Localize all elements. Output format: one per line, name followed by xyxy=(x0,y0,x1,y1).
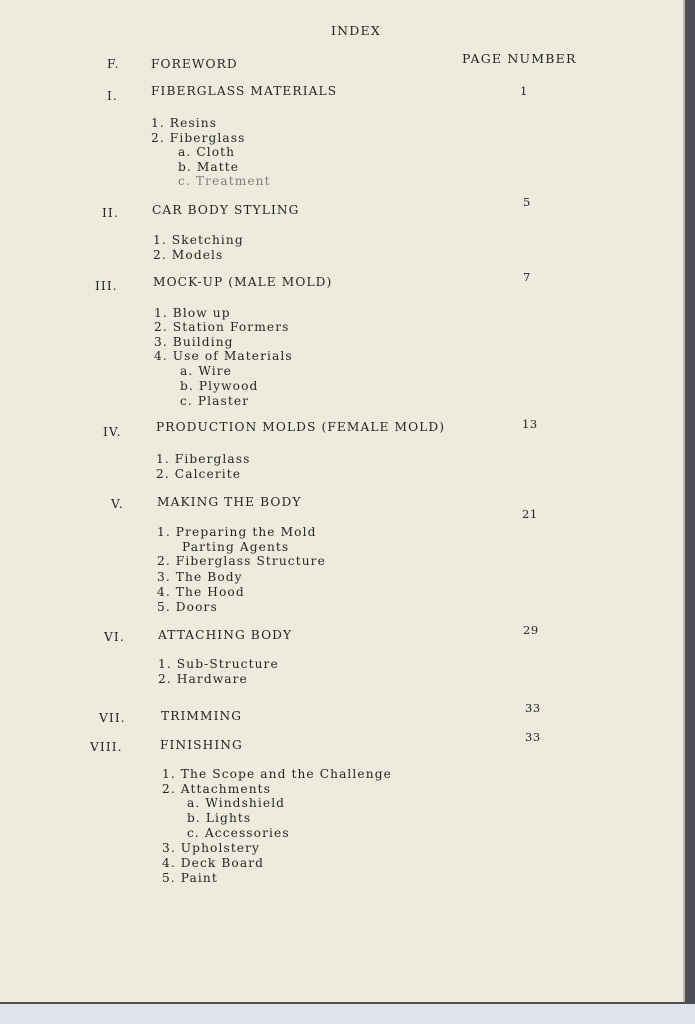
list-item: 1. Sketching xyxy=(153,233,244,247)
list-item: b. Matte xyxy=(178,160,240,174)
section-numeral: IV. xyxy=(103,425,122,439)
section-page-number: 29 xyxy=(523,623,539,637)
section-title: TRIMMING xyxy=(161,709,243,723)
section-page-number: 21 xyxy=(522,507,538,521)
list-item: 2. Station Formers xyxy=(154,320,290,334)
list-item: 4. Deck Board xyxy=(162,856,265,870)
page-number-header: PAGE NUMBER xyxy=(462,51,577,66)
list-item: b. Lights xyxy=(187,811,252,825)
section-numeral: VII. xyxy=(99,711,126,725)
list-item: a. Cloth xyxy=(178,145,236,159)
list-item: 1. Resins xyxy=(151,116,218,130)
section-title: MAKING THE BODY xyxy=(157,495,302,509)
list-item: 3. Building xyxy=(154,335,234,349)
section-numeral: II. xyxy=(102,206,119,220)
section-page-number: 33 xyxy=(525,730,541,744)
list-item: 2. Calcerite xyxy=(156,467,242,481)
list-item: 4. The Hood xyxy=(157,585,245,599)
section-page-number: 33 xyxy=(525,701,541,715)
list-item: 3. The Body xyxy=(157,570,243,584)
list-item: 1. Blow up xyxy=(154,306,231,320)
list-item: 1. Preparing the Mold xyxy=(157,525,317,539)
list-item: 5. Paint xyxy=(162,871,218,885)
list-item: 5. Doors xyxy=(157,600,218,614)
section-page-number: 5 xyxy=(523,195,531,209)
list-item: 3. Upholstery xyxy=(162,841,261,855)
section-numeral: VI. xyxy=(104,630,125,644)
list-item: 2. Fiberglass xyxy=(151,131,246,145)
list-item: 1. Sub-Structure xyxy=(158,657,279,671)
section-title: ATTACHING BODY xyxy=(158,628,293,642)
list-item: b. Plywood xyxy=(180,379,259,393)
list-item: 2. Models xyxy=(153,248,224,262)
section-page-number: 1 xyxy=(520,84,528,98)
list-item: 1. The Scope and the Challenge xyxy=(162,767,392,781)
list-item: Parting Agents xyxy=(182,540,290,554)
list-item: c. Plaster xyxy=(180,394,250,408)
section-numeral: I. xyxy=(107,89,118,103)
list-item: a. Windshield xyxy=(187,796,286,810)
list-item: a. Wire xyxy=(180,364,232,378)
section-title: PRODUCTION MOLDS (FEMALE MOLD) xyxy=(156,420,446,434)
list-item: 2. Attachments xyxy=(162,782,271,796)
section-numeral: III. xyxy=(95,279,118,293)
section-page-number: 13 xyxy=(522,417,538,431)
section-numeral: VIII. xyxy=(90,740,123,754)
list-item: 2. Hardware xyxy=(158,672,248,686)
list-item: 4. Use of Materials xyxy=(154,349,293,363)
section-page-number: 7 xyxy=(523,270,531,284)
list-item: c. Accessories xyxy=(187,826,290,840)
section-title: MOCK-UP (MALE MOLD) xyxy=(153,275,333,289)
scan-background-strip xyxy=(0,1004,695,1024)
section-numeral: F. xyxy=(107,57,120,71)
section-title: FOREWORD xyxy=(151,57,238,71)
page-title: INDEX xyxy=(331,23,381,38)
list-item: c. Treatment xyxy=(178,174,271,188)
section-title: CAR BODY STYLING xyxy=(152,203,300,217)
list-item: 2. Fiberglass Structure xyxy=(157,554,326,568)
section-title: FIBERGLASS MATERIALS xyxy=(151,84,338,98)
list-item: 1. Fiberglass xyxy=(156,452,251,466)
section-numeral: V. xyxy=(111,497,124,511)
section-title: FINISHING xyxy=(160,738,243,752)
